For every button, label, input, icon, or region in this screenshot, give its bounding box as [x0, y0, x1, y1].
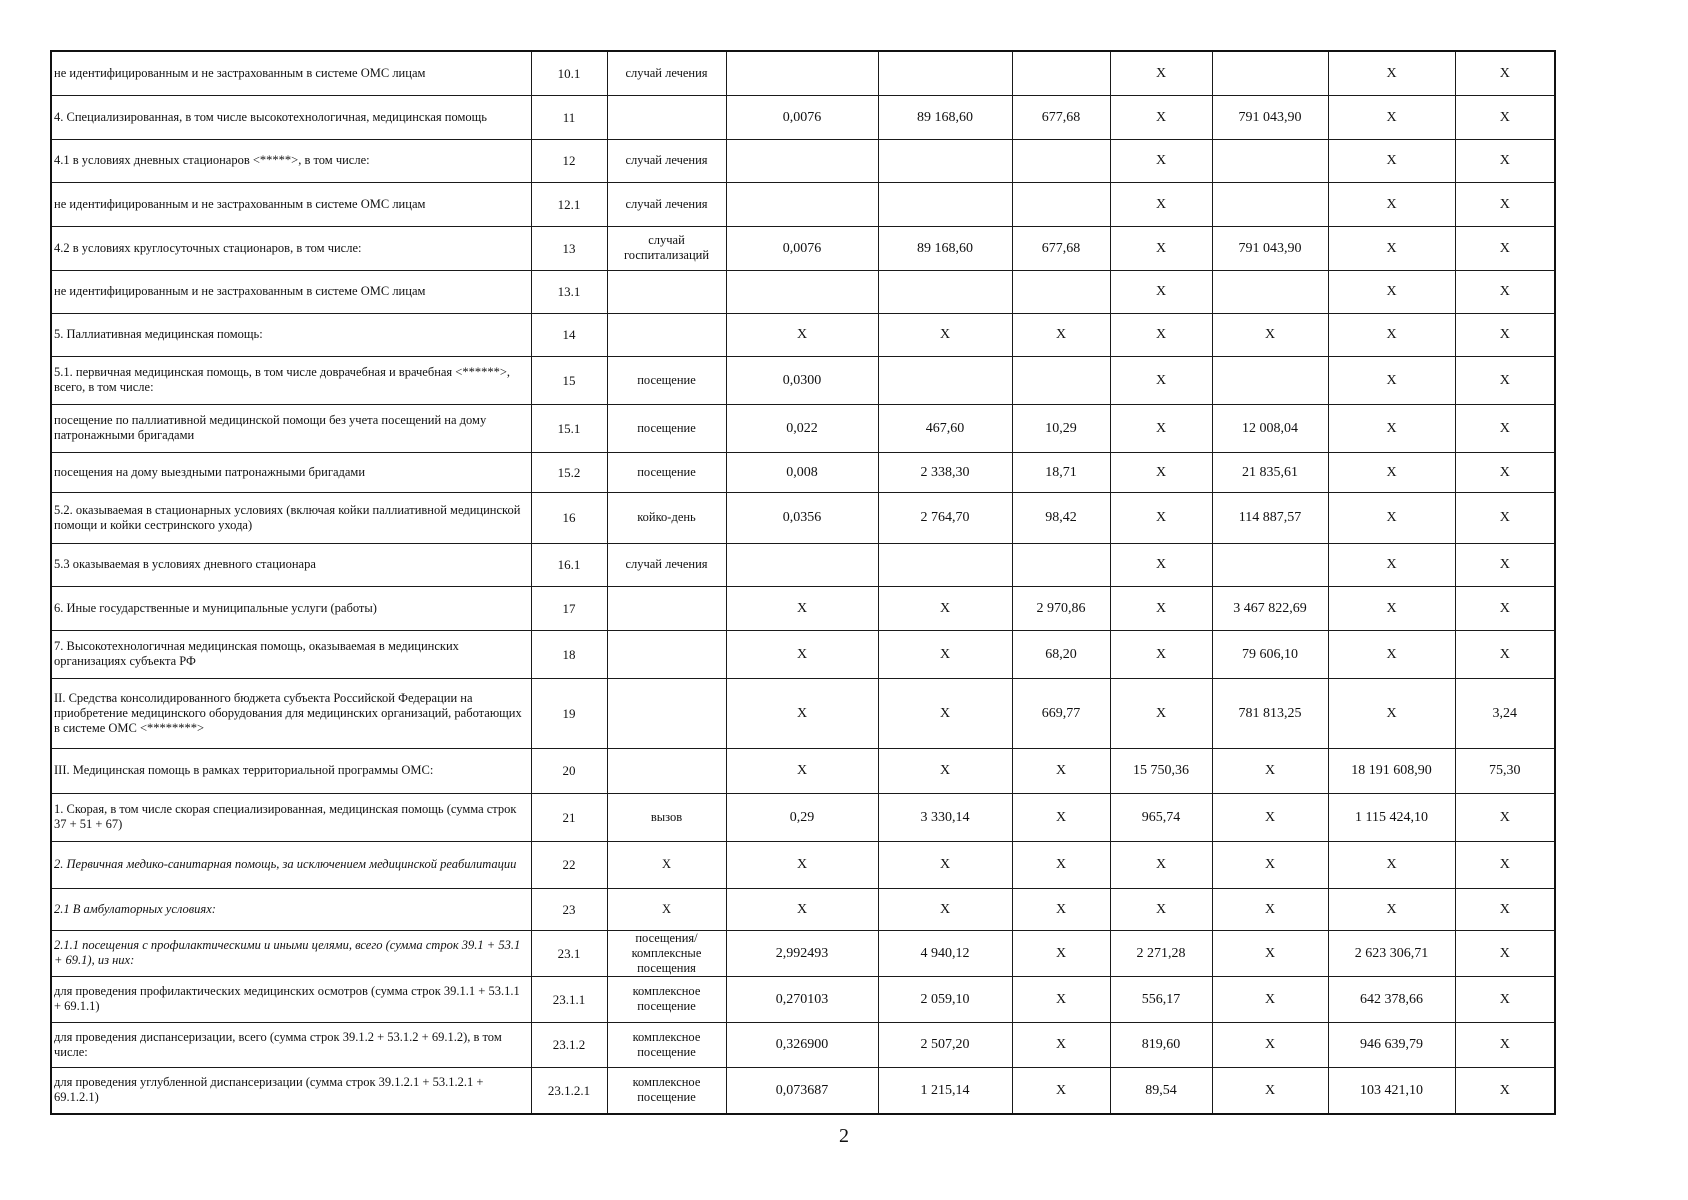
row-value-cell: Х [1110, 678, 1212, 748]
row-value-cell: 89 168,60 [878, 95, 1012, 139]
row-value-cell: Х [878, 888, 1012, 930]
row-value-cell: Х [1455, 543, 1555, 586]
row-value-cell [1212, 543, 1328, 586]
row-value-cell: Х [1012, 1067, 1110, 1114]
row-value-cell [1012, 356, 1110, 404]
row-code-cell: 20 [531, 748, 607, 793]
table-row [51, 182, 1555, 226]
table-row [51, 748, 1555, 793]
row-unit-cell: посещение [607, 356, 726, 404]
table-row [51, 356, 1555, 404]
row-value-cell: 1 215,14 [878, 1067, 1012, 1114]
row-value-cell: Х [1110, 139, 1212, 182]
row-value-cell: Х [726, 748, 878, 793]
row-value-cell: Х [1012, 976, 1110, 1022]
row-code-cell: 15.2 [531, 452, 607, 492]
row-value-cell [1012, 543, 1110, 586]
row-value-cell: 0,326900 [726, 1022, 878, 1067]
row-value-cell: Х [1110, 182, 1212, 226]
row-value-cell [726, 51, 878, 95]
row-value-cell: Х [726, 888, 878, 930]
row-value-cell: Х [1328, 95, 1455, 139]
row-unit-cell: комплексное посещение [607, 976, 726, 1022]
row-value-cell: Х [1455, 630, 1555, 678]
row-value-cell [878, 51, 1012, 95]
row-unit-cell: случай лечения [607, 139, 726, 182]
row-value-cell [1012, 51, 1110, 95]
row-code-cell: 14 [531, 313, 607, 356]
row-value-cell: 103 421,10 [1328, 1067, 1455, 1114]
row-value-cell: Х [1455, 404, 1555, 452]
row-unit-cell: Х [607, 841, 726, 888]
row-name-cell: не идентифицированным и не застрахованным в системе ОМС лицам [51, 182, 531, 226]
row-name-cell: 6. Иные государственные и муниципальные услуги (работы) [51, 586, 531, 630]
row-unit-cell: вызов [607, 793, 726, 841]
row-value-cell: Х [1328, 888, 1455, 930]
row-code-cell: 23.1.1 [531, 976, 607, 1022]
row-value-cell: Х [1328, 313, 1455, 356]
row-value-cell: Х [726, 630, 878, 678]
row-unit-cell [607, 95, 726, 139]
table-row [51, 139, 1555, 182]
row-code-cell: 13 [531, 226, 607, 270]
row-value-cell: 75,30 [1455, 748, 1555, 793]
row-code-cell: 21 [531, 793, 607, 841]
table-row [51, 930, 1555, 976]
row-value-cell: Х [1328, 543, 1455, 586]
row-value-cell: 819,60 [1110, 1022, 1212, 1067]
row-unit-cell: случай госпитализаций [607, 226, 726, 270]
table-row [51, 1022, 1555, 1067]
row-value-cell: Х [1455, 313, 1555, 356]
row-unit-cell: посещение [607, 452, 726, 492]
row-value-cell: 946 639,79 [1328, 1022, 1455, 1067]
row-value-cell: Х [878, 313, 1012, 356]
row-code-cell: 15.1 [531, 404, 607, 452]
row-value-cell: Х [1212, 1022, 1328, 1067]
row-value-cell: Х [1212, 888, 1328, 930]
row-name-cell: 5.2. оказываемая в стационарных условиях (включая койки паллиативной медицинской помощи и койки сестринского ухода) [51, 492, 531, 543]
row-value-cell [878, 182, 1012, 226]
row-code-cell: 16 [531, 492, 607, 543]
row-value-cell: 2 059,10 [878, 976, 1012, 1022]
row-value-cell: Х [1455, 270, 1555, 313]
table-row [51, 313, 1555, 356]
row-value-cell [1212, 270, 1328, 313]
row-value-cell: Х [1455, 1067, 1555, 1114]
row-value-cell: Х [878, 630, 1012, 678]
row-value-cell: 791 043,90 [1212, 226, 1328, 270]
row-value-cell [726, 139, 878, 182]
row-name-cell: 5.3 оказываемая в условиях дневного стационара [51, 543, 531, 586]
row-value-cell: Х [878, 841, 1012, 888]
row-value-cell: Х [1455, 95, 1555, 139]
row-value-cell: 3,24 [1455, 678, 1555, 748]
row-value-cell: Х [1212, 793, 1328, 841]
row-value-cell: Х [1110, 841, 1212, 888]
row-value-cell: Х [1328, 356, 1455, 404]
row-unit-cell: посещения/ комплексные посещения [607, 930, 726, 976]
row-value-cell: Х [1212, 841, 1328, 888]
row-value-cell: Х [1328, 139, 1455, 182]
row-value-cell: 0,0076 [726, 95, 878, 139]
row-name-cell: не идентифицированным и не застрахованным в системе ОМС лицам [51, 51, 531, 95]
row-unit-cell [607, 748, 726, 793]
table-row [51, 452, 1555, 492]
row-value-cell [878, 543, 1012, 586]
row-name-cell: 4. Специализированная, в том числе высокотехнологичная, медицинская помощь [51, 95, 531, 139]
row-name-cell: 7. Высокотехнологичная медицинская помощь, оказываемая в медицинских организациях субъекта РФ [51, 630, 531, 678]
row-value-cell: 114 887,57 [1212, 492, 1328, 543]
row-value-cell: Х [1110, 888, 1212, 930]
row-value-cell: 556,17 [1110, 976, 1212, 1022]
row-value-cell [726, 182, 878, 226]
table-row [51, 543, 1555, 586]
row-unit-cell: Х [607, 888, 726, 930]
row-value-cell: 2 271,28 [1110, 930, 1212, 976]
row-value-cell: Х [1110, 404, 1212, 452]
row-value-cell: Х [1455, 356, 1555, 404]
row-value-cell: Х [1110, 543, 1212, 586]
row-name-cell: для проведения диспансеризации, всего (сумма строк 39.1.2 + 53.1.2 + 69.1.2), в том числе: [51, 1022, 531, 1067]
row-value-cell: 2 970,86 [1012, 586, 1110, 630]
row-code-cell: 22 [531, 841, 607, 888]
row-value-cell: Х [726, 678, 878, 748]
row-value-cell: 89,54 [1110, 1067, 1212, 1114]
row-code-cell: 23.1.2.1 [531, 1067, 607, 1114]
row-name-cell: для проведения профилактических медицинских осмотров (сумма строк 39.1.1 + 53.1.1 + 69.1.1) [51, 976, 531, 1022]
row-unit-cell [607, 270, 726, 313]
table-row [51, 51, 1555, 95]
table-row [51, 888, 1555, 930]
row-value-cell: Х [1110, 95, 1212, 139]
row-code-cell: 15 [531, 356, 607, 404]
row-unit-cell [607, 586, 726, 630]
row-value-cell: 68,20 [1012, 630, 1110, 678]
row-value-cell: Х [1455, 51, 1555, 95]
row-code-cell: 13.1 [531, 270, 607, 313]
row-value-cell: 677,68 [1012, 95, 1110, 139]
row-value-cell: Х [1212, 930, 1328, 976]
row-value-cell: Х [1110, 226, 1212, 270]
row-value-cell: Х [1328, 586, 1455, 630]
row-name-cell: 5.1. первичная медицинская помощь, в том числе доврачебная и врачебная <******>, всего, в том числе: [51, 356, 531, 404]
row-value-cell: Х [1110, 452, 1212, 492]
row-value-cell [1012, 270, 1110, 313]
row-name-cell: 2. Первичная медико-санитарная помощь, за исключением медицинской реабилитации [51, 841, 531, 888]
row-value-cell: Х [1110, 586, 1212, 630]
row-value-cell: Х [726, 586, 878, 630]
row-value-cell: Х [1328, 452, 1455, 492]
row-unit-cell [607, 630, 726, 678]
row-value-cell: 0,0300 [726, 356, 878, 404]
row-value-cell [878, 356, 1012, 404]
table-row [51, 404, 1555, 452]
row-name-cell: 2.1 В амбулаторных условиях: [51, 888, 531, 930]
program-indicators-table [50, 50, 1556, 1115]
row-value-cell: Х [1110, 630, 1212, 678]
row-value-cell: Х [1212, 748, 1328, 793]
row-value-cell: 0,022 [726, 404, 878, 452]
row-value-cell: Х [1455, 793, 1555, 841]
row-value-cell: Х [1328, 492, 1455, 543]
row-code-cell: 10.1 [531, 51, 607, 95]
row-value-cell: 2 764,70 [878, 492, 1012, 543]
row-value-cell: Х [1110, 51, 1212, 95]
row-value-cell: Х [1328, 182, 1455, 226]
row-name-cell: III. Медицинская помощь в рамках территориальной программы ОМС: [51, 748, 531, 793]
row-name-cell: 4.2 в условиях круглосуточных стационаров, в том числе: [51, 226, 531, 270]
row-value-cell: Х [1212, 1067, 1328, 1114]
row-value-cell: 98,42 [1012, 492, 1110, 543]
row-value-cell: 677,68 [1012, 226, 1110, 270]
row-value-cell: 2 338,30 [878, 452, 1012, 492]
row-name-cell: II. Средства консолидированного бюджета субъекта Российской Федерации на приобретение медицинского оборудования для медицинских организаций, работающих в системе ОМС <********> [51, 678, 531, 748]
table-row [51, 270, 1555, 313]
row-value-cell: 89 168,60 [878, 226, 1012, 270]
row-value-cell: Х [1455, 930, 1555, 976]
row-value-cell: 79 606,10 [1212, 630, 1328, 678]
row-code-cell: 23 [531, 888, 607, 930]
row-value-cell: Х [1328, 678, 1455, 748]
row-value-cell: Х [1110, 356, 1212, 404]
row-value-cell: 467,60 [878, 404, 1012, 452]
row-value-cell [1012, 182, 1110, 226]
row-value-cell: Х [1455, 1022, 1555, 1067]
row-code-cell: 11 [531, 95, 607, 139]
table-row [51, 841, 1555, 888]
row-value-cell: 3 467 822,69 [1212, 586, 1328, 630]
row-code-cell: 17 [531, 586, 607, 630]
row-value-cell: Х [1328, 51, 1455, 95]
row-name-cell: 2.1.1 посещения с профилактическими и иными целями, всего (сумма строк 39.1 + 53.1 + 69.1), из них: [51, 930, 531, 976]
row-name-cell: 1. Скорая, в том числе скорая специализированная, медицинская помощь (сумма строк 37 + 51 + 67) [51, 793, 531, 841]
row-value-cell: 4 940,12 [878, 930, 1012, 976]
table-row [51, 976, 1555, 1022]
row-value-cell: Х [1212, 976, 1328, 1022]
row-unit-cell [607, 313, 726, 356]
row-name-cell: 5. Паллиативная медицинская помощь: [51, 313, 531, 356]
row-unit-cell: комплексное посещение [607, 1022, 726, 1067]
row-unit-cell: посещение [607, 404, 726, 452]
row-value-cell: Х [1110, 313, 1212, 356]
row-name-cell: не идентифицированным и не застрахованным в системе ОМС лицам [51, 270, 531, 313]
row-name-cell: 4.1 в условиях дневных стационаров <*****>, в том числе: [51, 139, 531, 182]
row-code-cell: 16.1 [531, 543, 607, 586]
row-value-cell: Х [1328, 226, 1455, 270]
row-value-cell: Х [1455, 841, 1555, 888]
row-value-cell: 0,270103 [726, 976, 878, 1022]
table-row [51, 492, 1555, 543]
row-code-cell: 19 [531, 678, 607, 748]
row-value-cell: Х [1455, 452, 1555, 492]
row-value-cell: 21 835,61 [1212, 452, 1328, 492]
row-unit-cell: случай лечения [607, 51, 726, 95]
row-value-cell: Х [1328, 630, 1455, 678]
row-code-cell: 18 [531, 630, 607, 678]
row-value-cell: 18,71 [1012, 452, 1110, 492]
row-value-cell: 3 330,14 [878, 793, 1012, 841]
row-value-cell: 781 813,25 [1212, 678, 1328, 748]
table-row [51, 586, 1555, 630]
row-value-cell: Х [1455, 586, 1555, 630]
row-value-cell [878, 139, 1012, 182]
row-value-cell: 2 507,20 [878, 1022, 1012, 1067]
table-row [51, 95, 1555, 139]
row-value-cell: Х [1455, 976, 1555, 1022]
row-code-cell: 12.1 [531, 182, 607, 226]
row-value-cell: Х [1012, 930, 1110, 976]
row-unit-cell: комплексное посещение [607, 1067, 726, 1114]
row-value-cell: 18 191 608,90 [1328, 748, 1455, 793]
row-code-cell: 23.1 [531, 930, 607, 976]
row-unit-cell: случай лечения [607, 182, 726, 226]
row-value-cell: Х [1012, 888, 1110, 930]
row-unit-cell [607, 678, 726, 748]
row-value-cell: 669,77 [1012, 678, 1110, 748]
row-value-cell: Х [878, 748, 1012, 793]
row-value-cell: Х [878, 586, 1012, 630]
table-row [51, 793, 1555, 841]
row-value-cell: Х [1455, 139, 1555, 182]
row-value-cell: 1 115 424,10 [1328, 793, 1455, 841]
row-value-cell: Х [1328, 404, 1455, 452]
table-row [51, 678, 1555, 748]
row-value-cell [1212, 51, 1328, 95]
row-value-cell: 0,073687 [726, 1067, 878, 1114]
row-value-cell: Х [1328, 270, 1455, 313]
row-value-cell: Х [726, 313, 878, 356]
row-value-cell: Х [1012, 313, 1110, 356]
row-value-cell: 791 043,90 [1212, 95, 1328, 139]
table-row [51, 630, 1555, 678]
row-value-cell: Х [1110, 270, 1212, 313]
row-value-cell: Х [1328, 841, 1455, 888]
page-number: 2 [839, 1125, 849, 1147]
row-value-cell [878, 270, 1012, 313]
row-unit-cell: койко-день [607, 492, 726, 543]
row-value-cell: Х [1012, 793, 1110, 841]
row-value-cell: 965,74 [1110, 793, 1212, 841]
row-code-cell: 23.1.2 [531, 1022, 607, 1067]
row-value-cell [1212, 182, 1328, 226]
row-name-cell: посещения на дому выездными патронажными бригадами [51, 452, 531, 492]
table-row [51, 226, 1555, 270]
row-value-cell: 2 623 306,71 [1328, 930, 1455, 976]
row-value-cell: 15 750,36 [1110, 748, 1212, 793]
row-value-cell: Х [1012, 748, 1110, 793]
row-value-cell [1012, 139, 1110, 182]
row-value-cell [1212, 139, 1328, 182]
row-value-cell [726, 270, 878, 313]
row-unit-cell: случай лечения [607, 543, 726, 586]
row-value-cell [726, 543, 878, 586]
table-row [51, 1067, 1555, 1114]
row-value-cell: Х [1455, 888, 1555, 930]
row-value-cell: Х [1455, 226, 1555, 270]
row-value-cell: Х [1455, 492, 1555, 543]
row-value-cell: 10,29 [1012, 404, 1110, 452]
row-value-cell: Х [1455, 182, 1555, 226]
row-value-cell: Х [878, 678, 1012, 748]
row-value-cell [1212, 356, 1328, 404]
row-value-cell: 642 378,66 [1328, 976, 1455, 1022]
row-value-cell: Х [1012, 1022, 1110, 1067]
row-value-cell: Х [1110, 492, 1212, 543]
row-value-cell: Х [726, 841, 878, 888]
row-name-cell: для проведения углубленной диспансеризации (сумма строк 39.1.2.1 + 53.1.2.1 + 69.1.2.1) [51, 1067, 531, 1114]
row-value-cell: 0,0356 [726, 492, 878, 543]
row-value-cell: 0,0076 [726, 226, 878, 270]
row-value-cell: 12 008,04 [1212, 404, 1328, 452]
row-value-cell: 2,992493 [726, 930, 878, 976]
row-value-cell: Х [1212, 313, 1328, 356]
row-value-cell: Х [1012, 841, 1110, 888]
row-value-cell: 0,008 [726, 452, 878, 492]
row-value-cell: 0,29 [726, 793, 878, 841]
row-name-cell: посещение по паллиативной медицинской помощи без учета посещений на дому патронажными бригадами [51, 404, 531, 452]
row-code-cell: 12 [531, 139, 607, 182]
